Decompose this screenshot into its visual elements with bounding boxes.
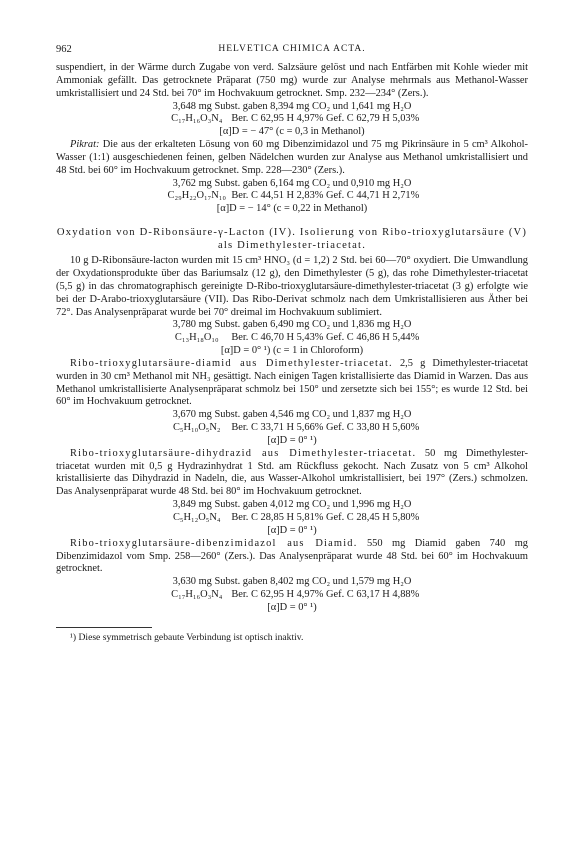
molecular-formula: C₂₉H₂₂O₁₇N₁₀ xyxy=(167,190,226,202)
analysis-calc xyxy=(56,422,528,435)
optical-rotation: [α]D = 0° ¹) xyxy=(267,434,317,446)
analysis-block xyxy=(56,576,528,615)
analysis-calc xyxy=(56,332,528,345)
paragraph-title: Ribo-trioxyglutarsäure-dibenzimidazol aus Diamid. xyxy=(70,537,358,549)
paragraph: suspendiert, in der Wärme durch Zugabe von verd. Salzsäure gelöst und nach Entfärben mit Kohle wieder mit Ammoniak gefällt. Das getrocknete Präparat (750 mg) wurde zur Analyse mehrmals aus Methanol-Wasser umkristallisiert und 24 Std. bei 70° im Hochvakuum getrocknet. Smp. 232—234° (Zers.). xyxy=(56,62,528,99)
analysis-calc xyxy=(56,512,528,525)
analysis-measurement: 3,780 mg Subst. gaben 6,490 mg CO₂ und 1,836 mg H₂O xyxy=(172,319,412,331)
analysis-values: Ber. C 28,85 H 5,81% Gef. C 28,45 H 5,80% xyxy=(231,512,420,523)
molecular-formula: C₅H₁₀O₅N₂ xyxy=(172,422,221,434)
paragraph: 10 g D-Ribonsäure-lacton wurden mit 15 cm³ HNO₃ (d = 1,2) 2 Std. bei 60—70° oxydiert. Die Umwandlung der Oxydationsprodukte über das Bariumsalz (12 g), den Dimethylester (5 g), das rohe Dimethylester-triacetat (5,5 g) in das chromatographisch gereinigte D-Ribo-trioxyglutarsäure-dimethylester-triacetat (3 g) erfolgte wie bei der D-Arabo-trioxyglutarsäure (VII). Das Ribo-Derivat schmolz nach dem Umkristallisieren aus Äther bei 72°. Das Analysenpräparat wurde bei 70° dreimal im Hochvakuum sublimiert. xyxy=(56,255,528,318)
page-number: 962 xyxy=(56,44,72,55)
paragraph xyxy=(56,358,528,409)
footnote-rule xyxy=(56,627,152,628)
analysis-values: Ber. C 44,51 H 2,83% Gef. C 44,71 H 2,71% xyxy=(231,190,420,202)
paragraph-label: Pikrat: xyxy=(70,139,100,151)
running-header xyxy=(56,44,528,62)
paragraph-title: Ribo-trioxyglutarsäure-diamid aus Dimethylester-triacetat. xyxy=(70,357,393,369)
article-body xyxy=(56,62,528,645)
paragraph-text: 550 mg Diamid gaben 740 mg Dibenzimidazol vom Smp. 258—260° (Zers.). Das Analysenpräparat wurde 48 Std. bei 60° im Hochvakuum getrocknet. xyxy=(56,537,528,575)
paragraph xyxy=(56,448,528,499)
analysis-calc xyxy=(56,589,528,602)
optical-rotation: [α]D = 0° ¹) xyxy=(267,601,317,613)
analysis-values: Ber. C 46,70 H 5,43% Gef. C 46,86 H 5,44% xyxy=(231,332,420,344)
molecular-formula: C₁₃H₁₈O₁₀ xyxy=(174,332,219,344)
paragraph xyxy=(56,139,528,178)
paragraph-text: 2,5 g Dimethylester-triacetat wurden in 30 cm³ Methanol mit NH₃ gesättigt. Nach einigen Tagen kristallisierte das Diamid in Warzen. Das aus Methanol umkristallisierte Analysenpräparat schmolz bei 150° und zersetzte sich bei 155°; es wurde 12 Std. bei 60° im Hochvakuum getrocknet. xyxy=(56,357,528,408)
analysis-measurement: 3,762 mg Subst. gaben 6,164 mg CO₂ und 0,910 mg H₂O xyxy=(172,177,412,189)
page xyxy=(56,44,528,645)
analysis-measurement: 3,670 mg Subst. gaben 4,546 mg CO₂ und 1,837 mg H₂O xyxy=(172,409,412,421)
analysis-calc xyxy=(56,190,528,203)
analysis-measurement: 3,849 mg Subst. gaben 4,012 mg CO₂ und 1,996 mg H₂O xyxy=(172,499,412,511)
optical-rotation: [α]D = − 47° (c = 0,3 in Methanol) xyxy=(219,126,365,138)
analysis-measurement: 3,648 mg Subst. gaben 8,394 mg CO₂ und 1,641 mg H₂O xyxy=(172,100,412,112)
section-heading: Oxydation von D-Ribonsäure-γ-Lacton (IV). Isolierung von Ribo-trioxyglutarsäure (V) als Dimethylester-triacetat. xyxy=(56,227,528,252)
analysis-calc xyxy=(56,113,528,126)
analysis-values: Ber. C 33,71 H 5,66% Gef. C 33,80 H 5,60% xyxy=(231,422,420,434)
analysis-block xyxy=(56,499,528,538)
paragraph-title: Ribo-trioxyglutarsäure-dihydrazid aus Dimethylester-triacetat. xyxy=(70,447,417,459)
analysis-block xyxy=(56,101,528,140)
analysis-block xyxy=(56,319,528,358)
molecular-formula: C₅H₁₂O₅N₄ xyxy=(172,512,221,523)
analysis-block xyxy=(56,409,528,448)
paragraph-text: 50 mg Dimethylester-triacetat wurden mit 0,5 g Hydrazinhydrat 1 Std. am Rückfluss gekocht. Nach Zusatz von 5 cm³ Alkohol kristallisierte das Dihydrazid in Nadeln, die, aus Wasser-Alkohol umkristallisiert, bei 197° (Zers.) schmolzen. Das Analysenpräparat wurde 48 Std. bei 80° im Hochvakuum getrocknet. xyxy=(56,447,529,498)
journal-title: HELVETICA CHIMICA ACTA. xyxy=(218,44,366,54)
analysis-measurement: 3,630 mg Subst. gaben 8,402 mg CO₂ und 1,579 mg H₂O xyxy=(172,576,412,588)
molecular-formula: C₁₇H₁₆O₃N₄ xyxy=(171,113,223,125)
optical-rotation: [α]D = 0° ¹) (c = 1 in Chloroform) xyxy=(220,345,364,357)
paragraph xyxy=(56,538,528,577)
optical-rotation: [α]D = 0° ¹) xyxy=(267,524,317,536)
footnote: ¹) Diese symmetrisch gebaute Verbindung ist optisch inaktiv. xyxy=(70,631,304,643)
optical-rotation: [α]D = − 14° (c = 0,22 in Methanol) xyxy=(216,203,368,215)
analysis-values: Ber. C 62,95 H 4,97% Gef. C 63,17 H 4,88% xyxy=(231,589,420,601)
paragraph-text: Die aus der erkalteten Lösung von 60 mg Dibenzimidazol und 75 mg Pikrinsäure in 5 cm³ Alkohol-Wasser (1:1) ausgeschiedenen feinen, gelben Nädelchen wurden zur Analyse aus Methanol umkristallisiert und 48 Std. bei 60° im Hochvakuum getrocknet. Smp. 228—230° (Zers.). xyxy=(56,139,528,176)
molecular-formula: C₁₇H₁₆O₃N₄ xyxy=(171,589,223,601)
analysis-block xyxy=(56,178,528,217)
analysis-values: Ber. C 62,95 H 4,97% Gef. C 62,79 H 5,03% xyxy=(231,113,420,125)
